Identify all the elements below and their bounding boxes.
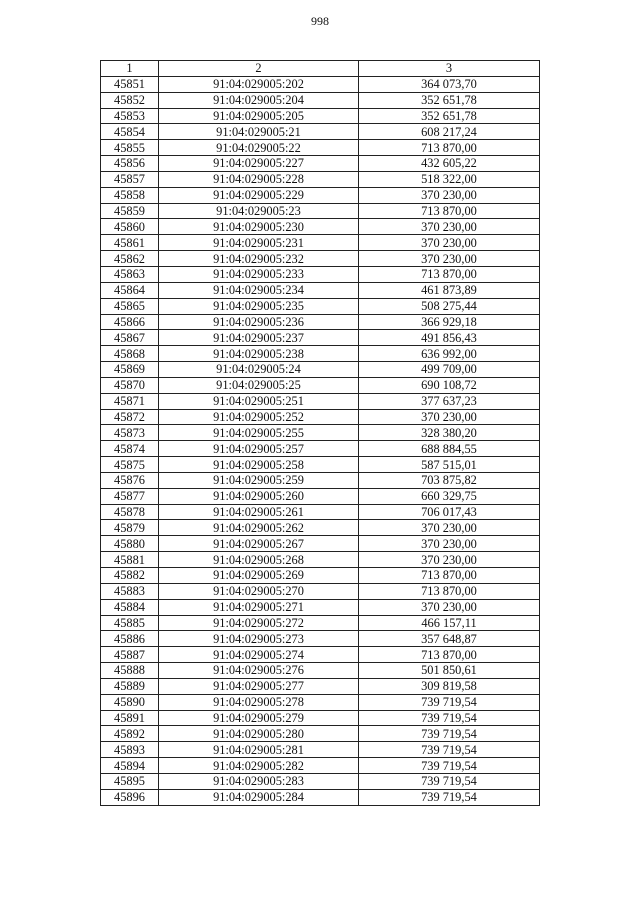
row-number-cell: 45887 — [101, 647, 159, 663]
table-row — [101, 409, 540, 425]
cadastral-number-cell: 91:04:029005:228 — [159, 171, 359, 187]
table-row — [101, 457, 540, 473]
row-number-cell: 45860 — [101, 219, 159, 235]
cadastral-value-cell: 608 217,24 — [359, 124, 540, 140]
row-number-cell: 45861 — [101, 235, 159, 251]
column-header-number: 1 — [101, 61, 159, 77]
cadastral-value-cell: 690 108,72 — [359, 377, 540, 393]
row-number-cell: 45889 — [101, 678, 159, 694]
row-number-cell: 45856 — [101, 156, 159, 172]
row-number-cell: 45881 — [101, 552, 159, 568]
cadastral-number-cell: 91:04:029005:261 — [159, 504, 359, 520]
row-number-cell: 45892 — [101, 726, 159, 742]
table-row — [101, 266, 540, 282]
cadastral-value-cell: 739 719,54 — [359, 758, 540, 774]
cadastral-value-cell: 466 157,11 — [359, 615, 540, 631]
row-number-cell: 45895 — [101, 773, 159, 789]
page-number: 998 — [311, 14, 329, 28]
table-row — [101, 552, 540, 568]
row-number-cell: 45893 — [101, 742, 159, 758]
cadastral-number-cell: 91:04:029005:205 — [159, 108, 359, 124]
cadastral-number-cell: 91:04:029005:21 — [159, 124, 359, 140]
cadastral-number-cell: 91:04:029005:237 — [159, 330, 359, 346]
table-row — [101, 726, 540, 742]
cadastral-number-cell: 91:04:029005:268 — [159, 552, 359, 568]
row-number-cell: 45890 — [101, 694, 159, 710]
row-number-cell: 45862 — [101, 251, 159, 267]
cadastral-value-cell: 501 850,61 — [359, 663, 540, 679]
row-number-cell: 45865 — [101, 298, 159, 314]
cadastral-number-cell: 91:04:029005:234 — [159, 282, 359, 298]
row-number-cell: 45878 — [101, 504, 159, 520]
table-row — [101, 583, 540, 599]
cadastral-value-cell: 739 719,54 — [359, 773, 540, 789]
cadastral-value-cell: 713 870,00 — [359, 140, 540, 156]
cadastral-value-cell: 370 230,00 — [359, 235, 540, 251]
table-row — [101, 203, 540, 219]
cadastral-value-cell: 461 873,89 — [359, 282, 540, 298]
row-number-cell: 45879 — [101, 520, 159, 536]
cadastral-number-cell: 91:04:029005:204 — [159, 92, 359, 108]
row-number-cell: 45866 — [101, 314, 159, 330]
cadastral-number-cell: 91:04:029005:25 — [159, 377, 359, 393]
table-row — [101, 647, 540, 663]
table-row — [101, 742, 540, 758]
cadastral-number-cell: 91:04:029005:230 — [159, 219, 359, 235]
cadastral-number-cell: 91:04:029005:278 — [159, 694, 359, 710]
cadastral-value-cell: 370 230,00 — [359, 599, 540, 615]
row-number-cell: 45875 — [101, 457, 159, 473]
row-number-cell: 45863 — [101, 266, 159, 282]
table-row — [101, 362, 540, 378]
cadastral-value-cell: 352 651,78 — [359, 108, 540, 124]
row-number-cell: 45859 — [101, 203, 159, 219]
cadastral-value-cell: 706 017,43 — [359, 504, 540, 520]
column-header-value: 3 — [359, 61, 540, 77]
cadastral-value-cell: 713 870,00 — [359, 203, 540, 219]
cadastral-value-cell: 713 870,00 — [359, 266, 540, 282]
cadastral-value-cell: 328 380,20 — [359, 425, 540, 441]
column-header-cadastral-number: 2 — [159, 61, 359, 77]
table-row — [101, 663, 540, 679]
table-row — [101, 631, 540, 647]
cadastral-number-cell: 91:04:029005:231 — [159, 235, 359, 251]
cadastral-value-cell: 688 884,55 — [359, 441, 540, 457]
row-number-cell: 45854 — [101, 124, 159, 140]
cadastral-value-cell: 370 230,00 — [359, 520, 540, 536]
row-number-cell: 45882 — [101, 568, 159, 584]
cadastral-value-cell: 309 819,58 — [359, 678, 540, 694]
table-row — [101, 219, 540, 235]
cadastral-value-cell: 370 230,00 — [359, 251, 540, 267]
cadastral-number-cell: 91:04:029005:255 — [159, 425, 359, 441]
table-row — [101, 789, 540, 805]
table-row — [101, 504, 540, 520]
cadastral-number-cell: 91:04:029005:273 — [159, 631, 359, 647]
row-number-cell: 45868 — [101, 346, 159, 362]
cadastral-value-cell: 432 605,22 — [359, 156, 540, 172]
cadastral-number-cell: 91:04:029005:24 — [159, 362, 359, 378]
table-row — [101, 758, 540, 774]
table-row — [101, 425, 540, 441]
table-row — [101, 330, 540, 346]
cadastral-value-cell: 739 719,54 — [359, 710, 540, 726]
cadastral-number-cell: 91:04:029005:227 — [159, 156, 359, 172]
row-number-cell: 45891 — [101, 710, 159, 726]
table-row — [101, 710, 540, 726]
row-number-cell: 45884 — [101, 599, 159, 615]
cadastral-number-cell: 91:04:029005:280 — [159, 726, 359, 742]
cadastral-value-cell: 713 870,00 — [359, 583, 540, 599]
cadastral-number-cell: 91:04:029005:235 — [159, 298, 359, 314]
cadastral-value-cell: 499 709,00 — [359, 362, 540, 378]
table-row — [101, 235, 540, 251]
cadastral-number-cell: 91:04:029005:202 — [159, 76, 359, 92]
table-row — [101, 124, 540, 140]
table-row — [101, 76, 540, 92]
row-number-cell: 45851 — [101, 76, 159, 92]
cadastral-value-cell: 352 651,78 — [359, 92, 540, 108]
cadastral-number-cell: 91:04:029005:257 — [159, 441, 359, 457]
cadastral-value-cell: 508 275,44 — [359, 298, 540, 314]
cadastral-value-cell: 491 856,43 — [359, 330, 540, 346]
cadastral-value-cell: 518 322,00 — [359, 171, 540, 187]
cadastral-value-cell: 370 230,00 — [359, 187, 540, 203]
row-number-cell: 45871 — [101, 393, 159, 409]
table-row — [101, 441, 540, 457]
cadastral-number-cell: 91:04:029005:22 — [159, 140, 359, 156]
cadastral-number-cell: 91:04:029005:281 — [159, 742, 359, 758]
cadastral-number-cell: 91:04:029005:269 — [159, 568, 359, 584]
row-number-cell: 45883 — [101, 583, 159, 599]
row-number-cell: 45876 — [101, 472, 159, 488]
row-number-cell: 45886 — [101, 631, 159, 647]
cadastral-number-cell: 91:04:029005:252 — [159, 409, 359, 425]
cadastral-number-cell: 91:04:029005:283 — [159, 773, 359, 789]
cadastral-value-cell: 587 515,01 — [359, 457, 540, 473]
table-row — [101, 282, 540, 298]
row-number-cell: 45857 — [101, 171, 159, 187]
cadastral-number-cell: 91:04:029005:270 — [159, 583, 359, 599]
table-row — [101, 140, 540, 156]
row-number-cell: 45864 — [101, 282, 159, 298]
cadastral-number-cell: 91:04:029005:274 — [159, 647, 359, 663]
cadastral-value-cell: 357 648,87 — [359, 631, 540, 647]
row-number-cell: 45858 — [101, 187, 159, 203]
cadastral-number-cell: 91:04:029005:233 — [159, 266, 359, 282]
row-number-cell: 45894 — [101, 758, 159, 774]
table-row — [101, 488, 540, 504]
row-number-cell: 45873 — [101, 425, 159, 441]
table-row — [101, 615, 540, 631]
cadastral-number-cell: 91:04:029005:232 — [159, 251, 359, 267]
table-row — [101, 314, 540, 330]
row-number-cell: 45896 — [101, 789, 159, 805]
row-number-cell: 45885 — [101, 615, 159, 631]
cadastral-value-cell: 377 637,23 — [359, 393, 540, 409]
table-row — [101, 472, 540, 488]
table-row — [101, 171, 540, 187]
row-number-cell: 45852 — [101, 92, 159, 108]
cadastral-value-cell: 370 230,00 — [359, 552, 540, 568]
row-number-cell: 45869 — [101, 362, 159, 378]
table-row — [101, 393, 540, 409]
cadastral-value-cell: 739 719,54 — [359, 742, 540, 758]
cadastral-value-cell: 739 719,54 — [359, 694, 540, 710]
table-row — [101, 536, 540, 552]
cadastral-value-cell: 739 719,54 — [359, 789, 540, 805]
cadastral-number-cell: 91:04:029005:267 — [159, 536, 359, 552]
cadastral-number-cell: 91:04:029005:262 — [159, 520, 359, 536]
cadastral-number-cell: 91:04:029005:260 — [159, 488, 359, 504]
table-row — [101, 678, 540, 694]
cadastral-number-cell: 91:04:029005:251 — [159, 393, 359, 409]
row-number-cell: 45874 — [101, 441, 159, 457]
cadastral-value-cell: 370 230,00 — [359, 409, 540, 425]
table-row — [101, 346, 540, 362]
row-number-cell: 45853 — [101, 108, 159, 124]
cadastral-value-cell: 713 870,00 — [359, 568, 540, 584]
cadastral-number-cell: 91:04:029005:259 — [159, 472, 359, 488]
cadastral-number-cell: 91:04:029005:276 — [159, 663, 359, 679]
table-row — [101, 377, 540, 393]
cadastral-value-cell: 364 073,70 — [359, 76, 540, 92]
row-number-cell: 45870 — [101, 377, 159, 393]
cadastral-number-cell: 91:04:029005:236 — [159, 314, 359, 330]
cadastral-value-cell: 703 875,82 — [359, 472, 540, 488]
row-number-cell: 45880 — [101, 536, 159, 552]
table-row — [101, 187, 540, 203]
table-row — [101, 92, 540, 108]
cadastral-number-cell: 91:04:029005:282 — [159, 758, 359, 774]
row-number-cell: 45867 — [101, 330, 159, 346]
row-number-cell: 45888 — [101, 663, 159, 679]
row-number-cell: 45855 — [101, 140, 159, 156]
cadastral-value-cell: 370 230,00 — [359, 219, 540, 235]
cadastral-value-cell: 366 929,18 — [359, 314, 540, 330]
cadastral-number-cell: 91:04:029005:258 — [159, 457, 359, 473]
table-body — [101, 76, 540, 805]
table-header-row — [101, 61, 540, 77]
cadastral-value-cell: 713 870,00 — [359, 647, 540, 663]
table-row — [101, 599, 540, 615]
cadastral-value-cell: 636 992,00 — [359, 346, 540, 362]
table-row — [101, 773, 540, 789]
table-row — [101, 251, 540, 267]
cadastral-value-table — [100, 60, 540, 806]
cadastral-number-cell: 91:04:029005:229 — [159, 187, 359, 203]
cadastral-value-cell: 660 329,75 — [359, 488, 540, 504]
cadastral-number-cell: 91:04:029005:279 — [159, 710, 359, 726]
table-row — [101, 520, 540, 536]
table-row — [101, 156, 540, 172]
cadastral-number-cell: 91:04:029005:238 — [159, 346, 359, 362]
row-number-cell: 45872 — [101, 409, 159, 425]
cadastral-value-cell: 370 230,00 — [359, 536, 540, 552]
cadastral-number-cell: 91:04:029005:272 — [159, 615, 359, 631]
table-row — [101, 108, 540, 124]
cadastral-number-cell: 91:04:029005:23 — [159, 203, 359, 219]
cadastral-number-cell: 91:04:029005:277 — [159, 678, 359, 694]
table-row — [101, 298, 540, 314]
table-row — [101, 694, 540, 710]
cadastral-number-cell: 91:04:029005:271 — [159, 599, 359, 615]
cadastral-value-cell: 739 719,54 — [359, 726, 540, 742]
row-number-cell: 45877 — [101, 488, 159, 504]
cadastral-number-cell: 91:04:029005:284 — [159, 789, 359, 805]
table-row — [101, 568, 540, 584]
